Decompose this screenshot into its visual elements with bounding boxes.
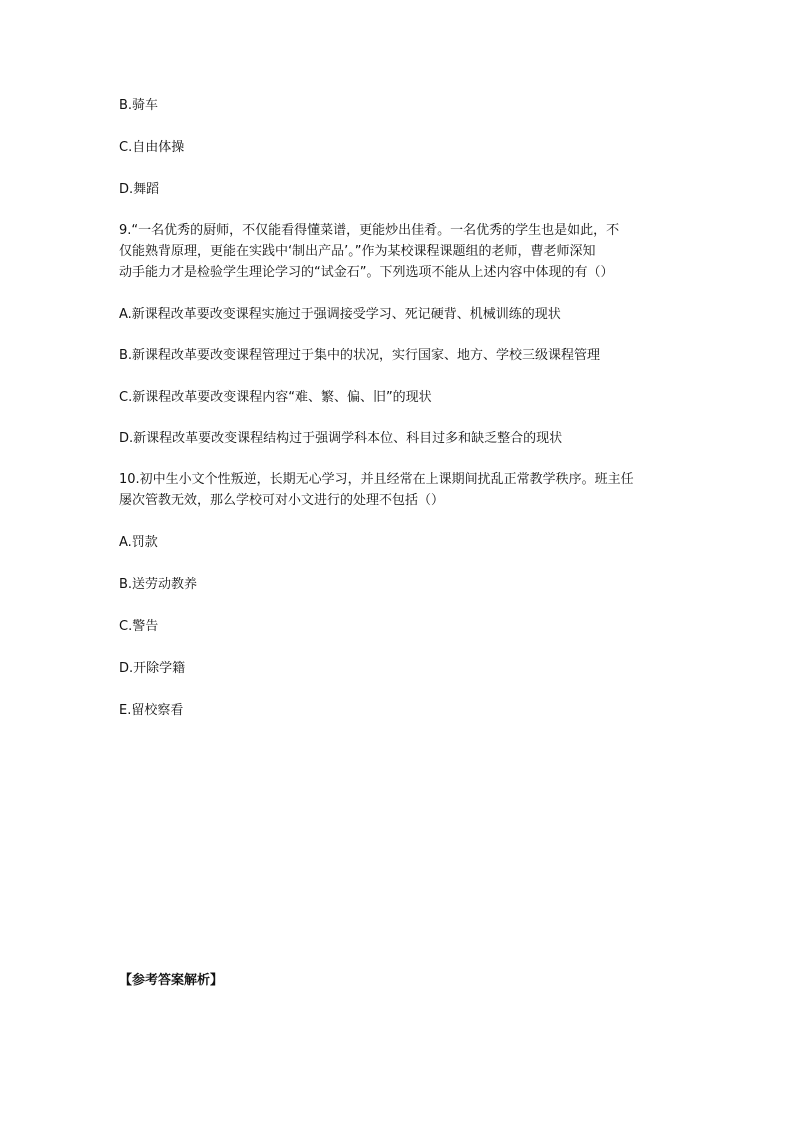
q9-option-c: C.新课程改革要改变课程内容“难、繁、偏、旧”的现状: [119, 390, 432, 405]
q10-stem-line-2: 屡次管教无效，那么学校可对小文进行的处理不包括（）: [119, 493, 445, 508]
q9-stem-line-2: 仅能熟背原理，更能在实践中‘制出产品’。”作为某校课程课题组的老师，曹老师深知: [119, 244, 596, 259]
q9-stem-line-1: 9.“一名优秀的厨师，不仅能看得懂菜谱，更能炒出佳肴。一名优秀的学生也是如此，不: [119, 223, 620, 238]
q8-option-b: B.骑车: [119, 98, 159, 113]
q9-stem-line-3: 动手能力才是检验学生理论学习的“试金石”。下列选项不能从上述内容中体现的有（）: [119, 265, 614, 280]
q10-option-d: D.开除学籍: [119, 661, 186, 676]
q10-option-a: A.罚款: [119, 535, 158, 550]
q10-option-b: B.送劳动教养: [119, 577, 198, 592]
q10-option-e: E.留校察看: [119, 703, 184, 718]
q8-option-d: D.舞蹈: [119, 182, 160, 197]
q9-option-b: B.新课程改革要改变课程管理过于集中的状况，实行国家、地方、学校三级课程管理: [119, 348, 601, 363]
answer-analysis-heading: 【参考答案解析】: [119, 973, 224, 988]
q8-option-c: C.自由体操: [119, 140, 185, 155]
q9-option-d: D.新课程改革要改变课程结构过于强调学科本位、科目过多和缺乏整合的现状: [119, 431, 563, 446]
q10-option-c: C.警告: [119, 619, 159, 634]
q10-stem-line-1: 10.初中生小文个性叛逆，长期无心学习，并且经常在上课期间扰乱正常教学秩序。班主任: [119, 472, 634, 487]
q9-option-a: A.新课程改革要改变课程实施过于强调接受学习、死记硬背、机械训练的现状: [119, 307, 561, 322]
